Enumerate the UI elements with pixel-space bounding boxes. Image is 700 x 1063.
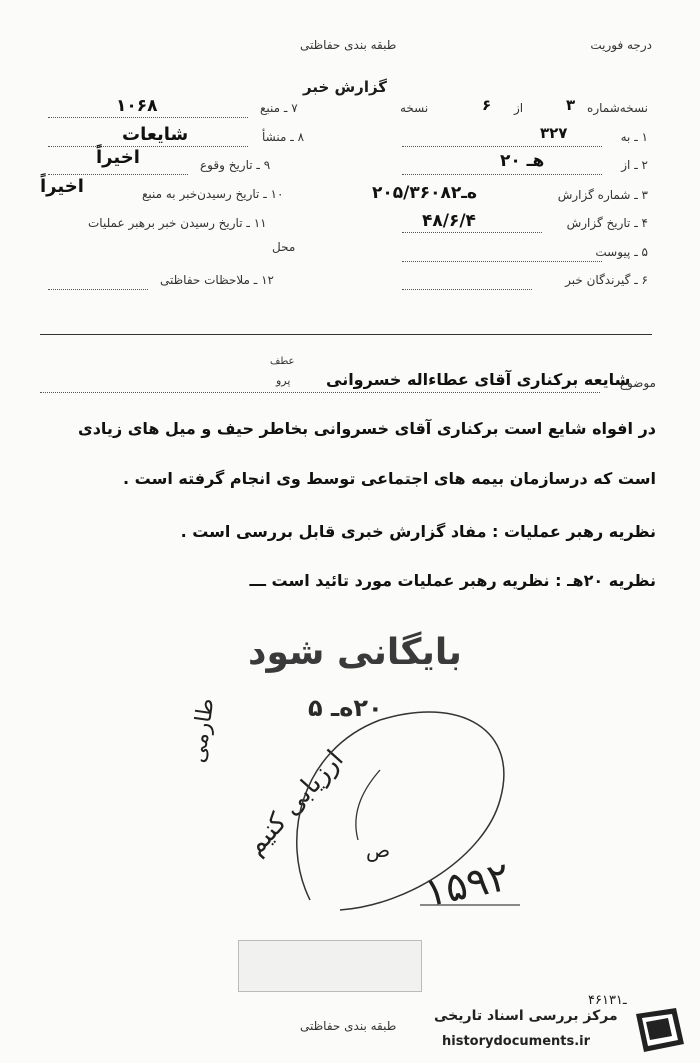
subject-text: شایعه برکناری آقای عطاءاله خسروانی	[326, 370, 631, 389]
body-line-2: است که درسازمان بیمه های اجتماعی توسط وی انجام گرفته است .	[123, 469, 656, 488]
copy-label: نسخه	[400, 101, 429, 115]
from-line	[402, 174, 602, 175]
document-number: ۴۶ـ۱۳۱	[588, 993, 627, 1008]
receipt-by-source-label: ۱۰ ـ تاریخ رسیدن‌خبر به منبع	[142, 187, 284, 201]
copy-of-label: از	[514, 101, 524, 115]
subject-label: موضوع	[619, 376, 656, 390]
copy-of-value: ۶	[482, 96, 492, 114]
archive-stamp-code: ۲۰ه‌ـ ۵	[308, 694, 383, 722]
subject-annotation-top: عطف	[270, 356, 295, 367]
operations-leader-opinion: نظریه رهبر عملیات : مفاد گزارش خبری قابل بررسی است .	[180, 522, 656, 541]
to-value: ۳۲۷	[540, 124, 568, 142]
archive-stamp: بایگانی شود	[248, 632, 462, 673]
origin-line	[48, 146, 248, 147]
occurrence-date-label: ۹ ـ تاریخ وقوع	[200, 158, 271, 172]
occurrence-date-value: اخیراً	[96, 147, 140, 168]
report-date-label: ۴ ـ تاریخ گزارش	[566, 216, 648, 230]
handwritten-number: ۱۵۹۲	[420, 853, 514, 917]
security-notes-line	[48, 289, 148, 290]
subject-annotation-side: پرو	[276, 374, 291, 387]
report-number-label: ۳ ـ شماره گزارش	[557, 188, 648, 202]
receipt-by-source-value: اخیراً	[40, 176, 84, 197]
source-label: ۷ ـ منبع	[260, 101, 298, 115]
separator-line	[40, 334, 652, 335]
attachment-line	[402, 261, 602, 262]
to-label: ۱ ـ به	[620, 130, 648, 144]
source-line	[48, 117, 248, 118]
center-name: مرکز بررسی اسناد تاریخی	[434, 1008, 618, 1024]
origin-label: ۸ ـ منشأ	[262, 130, 305, 144]
source-value: ۱۰۶۸	[116, 96, 158, 116]
report-title: گزارش خبر	[303, 78, 388, 96]
recipients-line	[402, 289, 532, 290]
report-number-value: ۲۰ه‌ـ۵/۳۶۰۸۲	[372, 183, 478, 203]
body-line-1: در افواه شایع است برکناری آقای خسروانی بخاطر حیف و میل های زیادی	[78, 419, 656, 438]
handwritten-left-note: طارمی	[185, 696, 220, 765]
unit-20-opinion: نظریه ۲۰هـ : نظریه رهبر عملیات مورد تائید است ـــ	[249, 571, 656, 590]
origin-value: شایعات	[122, 124, 189, 145]
location-label: محل	[272, 240, 296, 254]
to-line	[402, 146, 602, 147]
occurrence-date-line	[48, 174, 188, 175]
copy-number-value: ۳	[566, 96, 576, 114]
copy-number-label: نسخه‌شماره	[587, 101, 648, 115]
receipt-by-leader-label: ۱۱ ـ تاریخ رسیدن خبر برهبر عملیات	[88, 216, 267, 230]
archive-logo-icon	[628, 1004, 690, 1056]
from-label: ۲ ـ از	[621, 158, 648, 172]
website-link[interactable]: historydocuments.ir	[442, 1034, 591, 1049]
handwritten-mark: ص	[366, 838, 391, 862]
security-notes-label: ۱۲ ـ ملاحظات حفاظتی	[160, 273, 274, 287]
report-date-line	[402, 232, 542, 233]
urgency-label: درجه فوریت	[590, 38, 652, 52]
faded-stamp-box	[238, 940, 422, 992]
subject-line	[40, 392, 600, 393]
attachment-label: ۵ ـ پیوست	[595, 245, 648, 259]
handwritten-loop	[270, 690, 530, 920]
recipients-label: ۶ ـ گیرندگان خبر	[565, 273, 648, 287]
classification-label: طبقه بندی حفاظتی	[300, 38, 397, 52]
handwritten-diagonal-note: ارزیابی کنیم	[240, 744, 350, 862]
from-value: ۲۰ هـ	[500, 151, 545, 171]
footer-classification-label: طبقه بندی حفاظتی	[300, 1019, 397, 1033]
report-date-value: ۴۸/۶/۴	[422, 211, 476, 231]
